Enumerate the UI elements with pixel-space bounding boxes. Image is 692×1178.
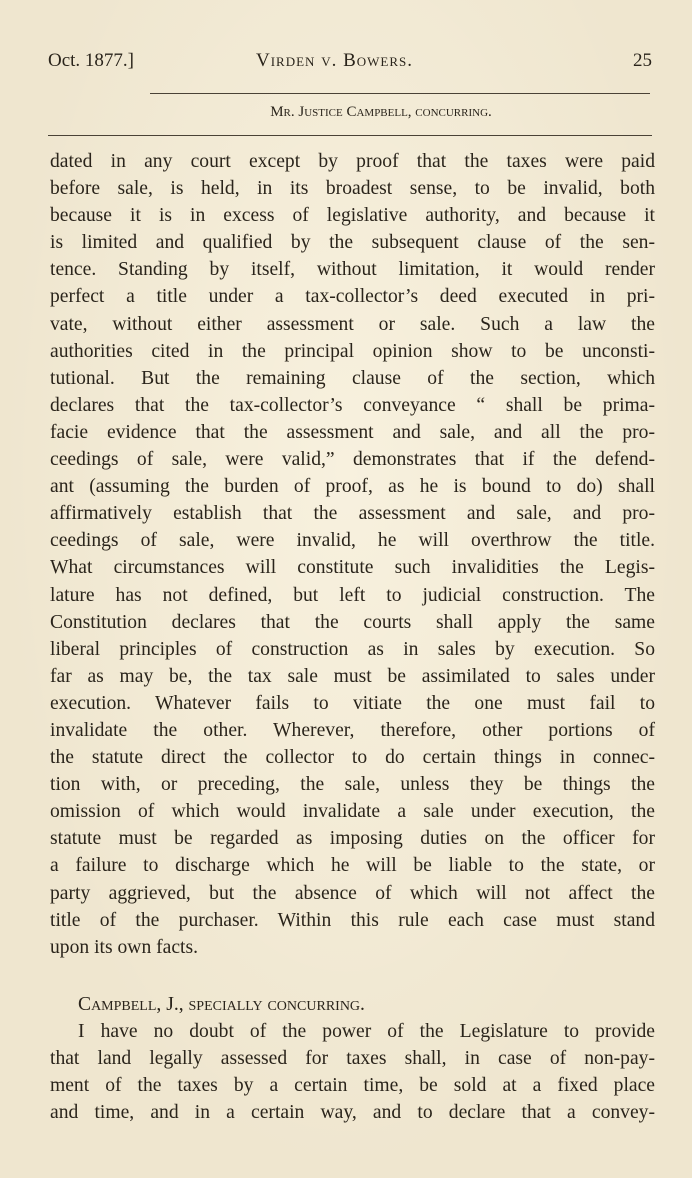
text-line: ment of the taxes by a certain time, be sold at a fixed place — [50, 1075, 655, 1097]
text-line: execution. Whatever fails to vitiate the one must fail to — [50, 692, 655, 714]
header-rule-bottom — [48, 135, 652, 136]
text-line: before sale, is held, in its broadest sense, to be invalid, both — [50, 178, 655, 200]
text-line: What circumstances will constitute such invalidities the Legis- — [50, 557, 655, 579]
text-line: because it is in excess of legislative authority, and because it — [50, 205, 655, 227]
page-number: 25 — [633, 50, 652, 71]
text-line: declares that the tax-collector’s conveyance “ shall be prima- — [50, 394, 655, 416]
text-line: party aggrieved, but the absence of which will not affect the — [50, 882, 655, 904]
text-line: tutional. But the remaining clause of the section, which — [50, 367, 655, 389]
text-line: the statute direct the collector to do certain things in connec- — [50, 747, 655, 769]
text-line: invalidate the other. Wherever, therefore, other portions of — [50, 719, 655, 741]
text-line: vate, without either assessment or sale. Such a law the — [50, 313, 655, 335]
section-heading: Campbell, J., specially concurring. — [78, 993, 365, 1015]
text-line: title of the purchaser. Within this rule each case must stand — [50, 909, 655, 931]
text-line: perfect a title under a tax-collector’s deed executed in pri- — [50, 286, 655, 308]
running-head-case-title: Virden v. Bowers. — [256, 50, 413, 71]
text-line: tence. Standing by itself, without limitation, it would render — [50, 259, 655, 281]
text-line: ant (assuming the burden of proof, as he is bound to do) shall — [50, 476, 655, 498]
text-line: tion with, or preceding, the sale, unless they be things the — [50, 774, 655, 796]
text-line: ceedings of sale, were invalid, he will overthrow the title. — [50, 530, 655, 552]
text-line: is limited and qualified by the subsequent clause of the sen- — [50, 232, 655, 254]
running-head-date: Oct. 1877.] — [48, 50, 135, 71]
text-line: that land legally assessed for taxes shall, in case of non-pay- — [50, 1048, 655, 1069]
header-rule-top — [150, 93, 650, 94]
text-line: affirmatively establish that the assessment and sale, and pro- — [50, 503, 655, 525]
text-line: dated in any court except by proof that the taxes were paid — [50, 151, 655, 172]
opinion-text — [50, 148, 655, 1126]
text-line: upon its own facts. — [50, 936, 199, 958]
opinion-subhead: Mr. Justice Campbell, concurring. — [270, 104, 492, 120]
text-line: lature has not defined, but left to judicial construction. The — [50, 584, 655, 606]
text-line: facie evidence that the assessment and sale, and all the pro- — [50, 421, 655, 443]
text-line: authorities cited in the principal opinion show to be unconsti- — [50, 340, 655, 362]
section-gap — [50, 961, 655, 991]
text-line: I have no doubt of the power of the Legislature to provide — [78, 1020, 655, 1042]
text-line: ceedings of sale, were valid,” demonstrates that if the defend- — [50, 449, 655, 471]
text-line: Constitution declares that the courts shall apply the same — [50, 611, 655, 633]
running-head — [48, 50, 652, 80]
text-line: and time, and in a certain way, and to declare that a convey- — [50, 1102, 655, 1124]
text-line: liberal principles of construction as in sales by execution. So — [50, 638, 655, 660]
text-line: statute must be regarded as imposing duties on the officer for — [50, 828, 655, 850]
text-line: omission of which would invalidate a sale under execution, the — [50, 801, 655, 823]
text-line: a failure to discharge which he will be liable to the state, or — [50, 855, 655, 877]
text-line: far as may be, the tax sale must be assimilated to sales under — [50, 665, 655, 687]
